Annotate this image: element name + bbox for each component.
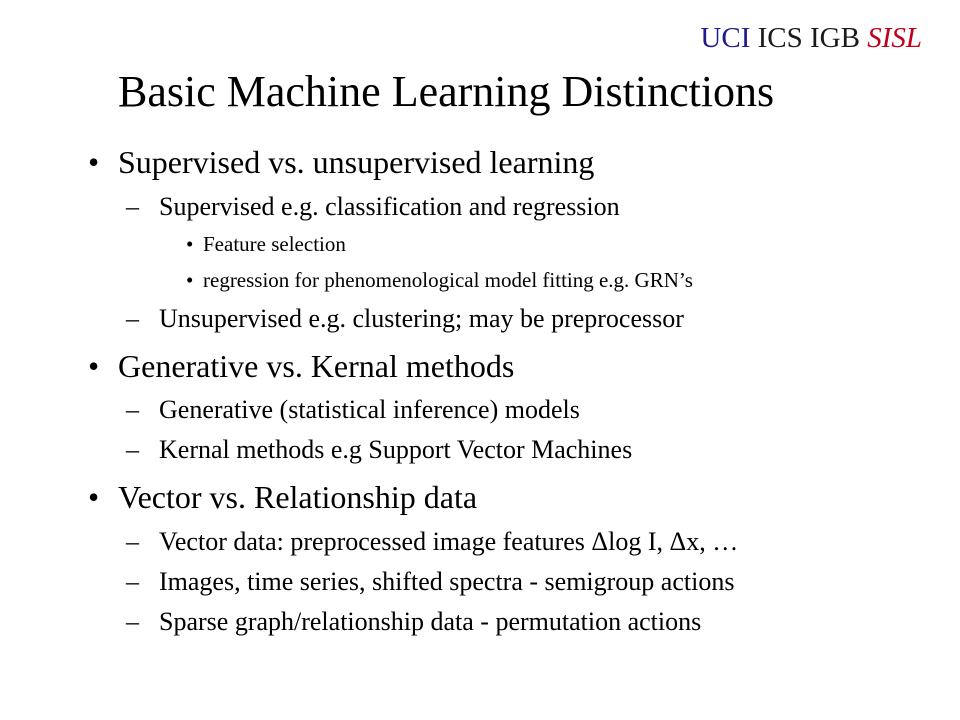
slide-title: Basic Machine Learning Distinctions [118,67,775,116]
bullet-item: Supervised vs. unsupervised learning [118,144,595,180]
dash-marker: – [126,304,139,333]
sub-item: Kernal methods e.g Support Vector Machines [159,435,633,464]
sub-item: Supervised e.g. classification and regression [159,192,620,221]
small-bullet-marker: • [186,268,194,292]
dash-marker: – [126,435,139,464]
sub-item: Unsupervised e.g. clustering; may be preprocessor [159,304,684,333]
sub-item: Vector data: preprocessed image features Δlog I, Δx, … [159,527,739,556]
sub-item: Generative (statistical inference) models [159,395,580,424]
sub-sub-item: regression for phenomenological model fitting e.g. GRN’s [203,268,693,292]
dash-marker: – [126,395,139,424]
bullet-marker: • [88,479,100,515]
dash-marker: – [126,567,139,596]
sub-sub-item: Feature selection [203,232,346,256]
bullet-item: Vector vs. Relationship data [118,479,478,515]
affiliation-uci: UCI [700,22,751,54]
bullet-item: Generative vs. Kernal methods [118,348,515,384]
affiliation-sisl: SISL [867,22,922,54]
sub-item: Images, time series, shifted spectra - semigroup actions [159,567,735,596]
dash-marker: – [126,527,139,556]
small-bullet-marker: • [186,232,194,256]
dash-marker: – [126,607,139,636]
sub-item: Sparse graph/relationship data - permutation actions [159,607,702,636]
affiliation-ics-igb: ICS IGB [750,22,868,54]
bullet-marker: • [88,144,100,180]
bullet-marker: • [88,348,100,384]
dash-marker: – [126,192,139,221]
